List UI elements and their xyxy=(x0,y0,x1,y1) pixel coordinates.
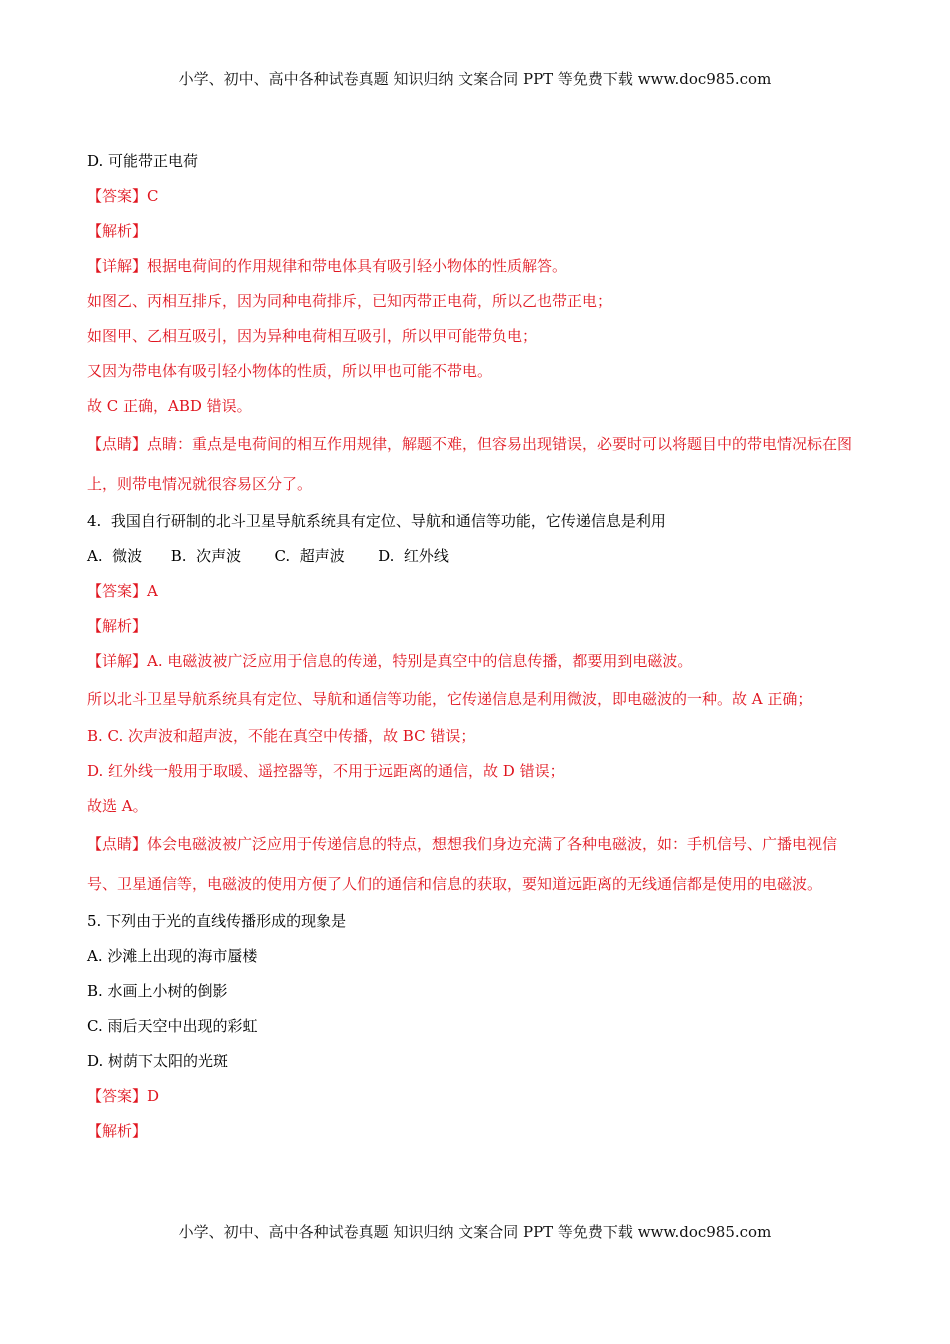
answer-line-3 xyxy=(87,1079,862,1114)
question-4-options: A. 微波 B. 次声波 C. 超声波 D. 红外线 xyxy=(87,547,449,565)
tip-text: 点睛：重点是电荷间的相互作用规律，解题不难，但容易出现错误，必要时可以将题目中的带电情况标在图上，则带电情况就很容易区分了。 xyxy=(87,435,853,493)
answer-tag: 【答案】 xyxy=(87,187,148,205)
detail-line-1 xyxy=(87,249,862,284)
option-d-line: D. 可能带正电荷 xyxy=(87,152,199,170)
page-header: 小学、初中、高中各种试卷真题 知识归纳 文案合同 PPT 等免费下载 www.doc985.com xyxy=(178,70,772,88)
tip-tag: 【点睛】 xyxy=(87,835,148,853)
question-5-option-d: D. 树荫下太阳的光斑 xyxy=(87,1052,229,1070)
conclusion-line: 故选 A。 xyxy=(87,797,148,815)
tip-tag: 【点睛】 xyxy=(87,435,148,453)
tip-paragraph-2 xyxy=(87,824,862,904)
answer-tag: 【答案】 xyxy=(87,582,148,600)
answer-line-2 xyxy=(87,574,862,609)
conclusion-line: 故 C 正确，ABD 错误。 xyxy=(87,397,252,415)
analysis-tag-3: 【解析】 xyxy=(87,1122,148,1140)
answer-tag: 【答案】 xyxy=(87,1087,148,1105)
explanation-line: D. 红外线一般用于取暖、遥控器等，不用于远距离的通信，故 D 错误； xyxy=(87,762,565,780)
question-5-option-a: A. 沙滩上出现的海市蜃楼 xyxy=(87,947,258,965)
explanation-paragraph: 所以北斗卫星导航系统具有定位、导航和通信等功能，它传递信息是利用微波，即电磁波的一种。故 A 正确； xyxy=(87,690,813,708)
tip-text: 体会电磁波被广泛应用于传递信息的特点，想想我们身边充满了各种电磁波，如：手机信号、广播电视信号、卫星通信等，电磁波的使用方便了人们的通信和信息的获取，要知道远距离的无线通信都是使用的电磁波。 xyxy=(87,835,838,893)
question-5-option-b: B. 水画上小树的倒影 xyxy=(87,982,228,1000)
answer-value: C xyxy=(147,187,159,205)
question-5: 5. 下列由于光的直线传播形成的现象是 xyxy=(87,912,347,930)
answer-value: D xyxy=(147,1087,160,1105)
analysis-tag-2: 【解析】 xyxy=(87,617,148,635)
document-body xyxy=(87,144,862,1149)
detail-line-2 xyxy=(87,644,862,679)
detail-text: 根据电荷间的作用规律和带电体具有吸引轻小物体的性质解答。 xyxy=(147,257,568,275)
answer-value: A xyxy=(147,582,158,600)
analysis-tag-1: 【解析】 xyxy=(87,222,148,240)
explanation-line: B. C. 次声波和超声波，不能在真空中传播，故 BC 错误； xyxy=(87,727,476,745)
tip-paragraph-1 xyxy=(87,424,862,504)
explanation-line: 又因为带电体有吸引轻小物体的性质，所以甲也可能不带电。 xyxy=(87,362,493,380)
detail-tag: 【详解】 xyxy=(87,257,148,275)
page-footer: 小学、初中、高中各种试卷真题 知识归纳 文案合同 PPT 等免费下载 www.doc985.com xyxy=(178,1223,772,1241)
explanation-line: 如图甲、乙相互吸引，因为异种电荷相互吸引，所以甲可能带负电； xyxy=(87,327,538,345)
question-4: 4. 我国自行研制的北斗卫星导航系统具有定位、导航和通信等功能，它传递信息是利用 xyxy=(87,512,666,530)
answer-line-1 xyxy=(87,179,862,214)
detail-text: A. 电磁波被广泛应用于信息的传递，特别是真空中的信息传播，都要用到电磁波。 xyxy=(147,652,693,670)
detail-tag: 【详解】 xyxy=(87,652,148,670)
explanation-line: 如图乙、丙相互排斥，因为同种电荷排斥，已知丙带正电荷，所以乙也带正电； xyxy=(87,292,613,310)
question-5-option-c: C. 雨后天空中出现的彩虹 xyxy=(87,1017,258,1035)
